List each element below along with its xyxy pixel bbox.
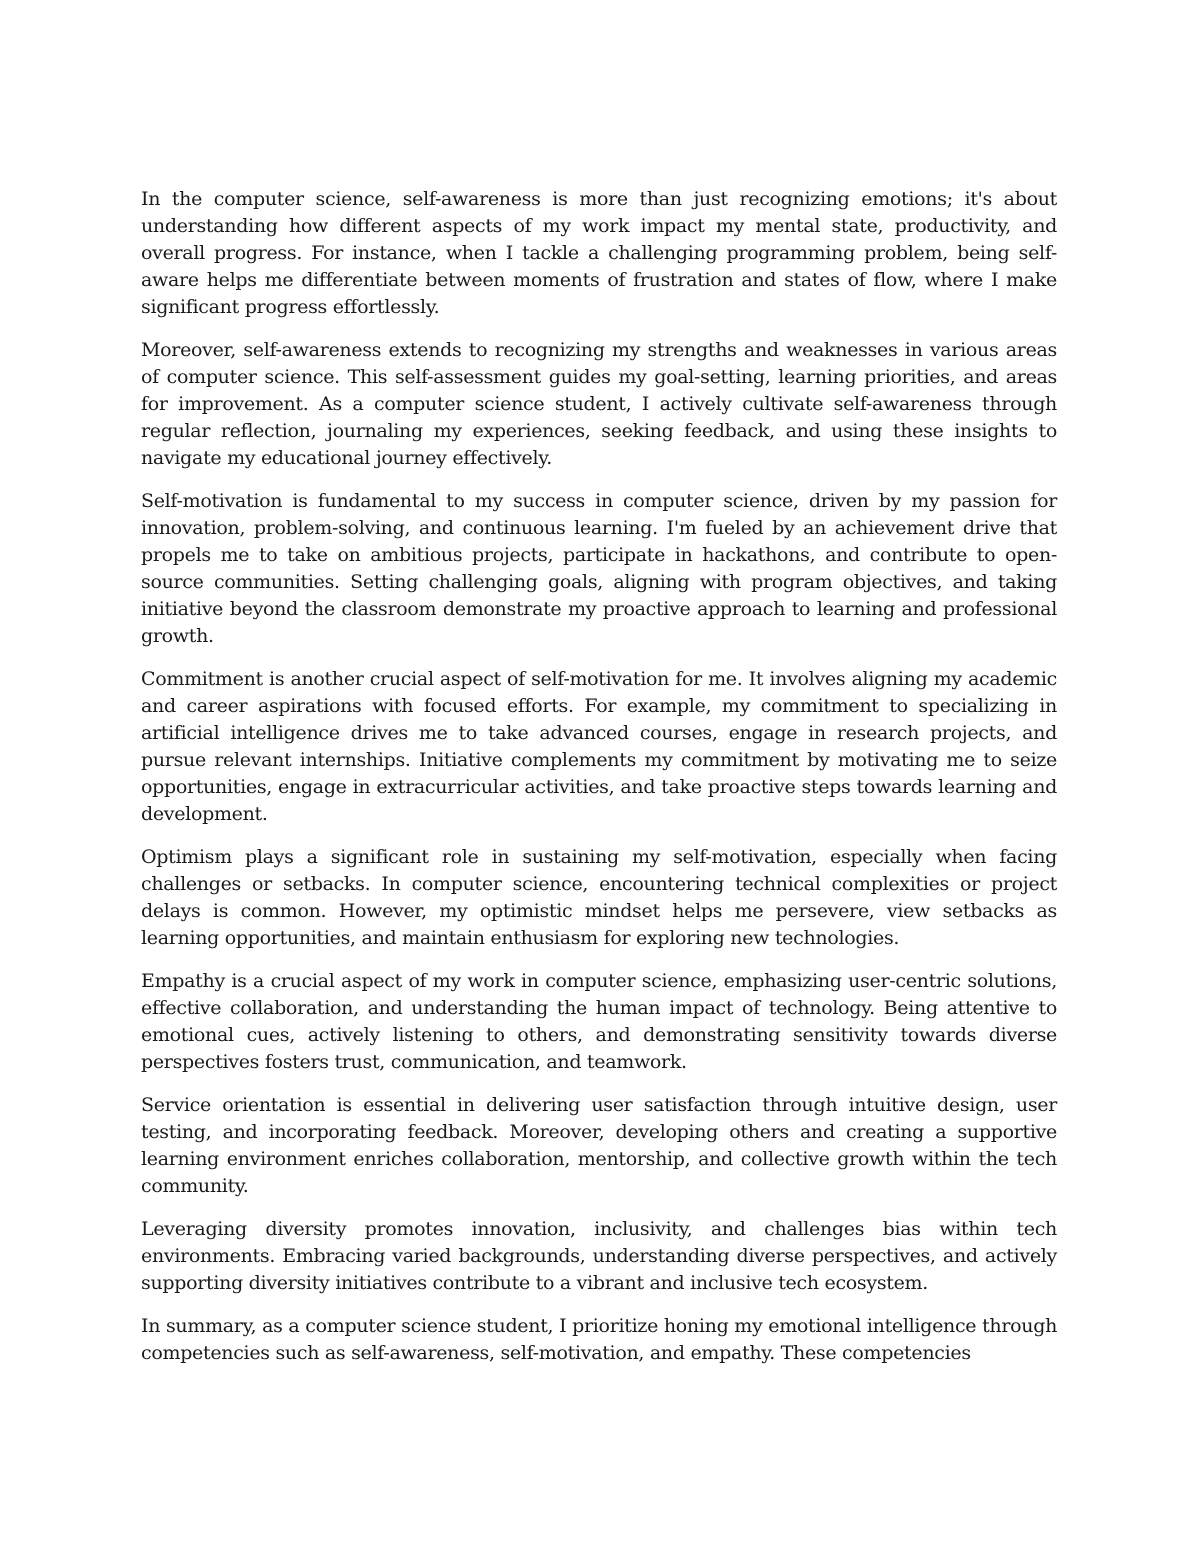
paragraph-service-orientation: Service orientation is essential in delivering user satisfaction through intuitive design, user testing, and incorporating feedback. Moreover, developing others and creating a supportive learning environment enriches collaboration, mentorship, and collective growth within the tech community. [141, 1094, 1057, 1197]
document-body [141, 186, 1057, 1383]
paragraph-empathy: Empathy is a crucial aspect of my work in computer science, emphasizing user-centric solutions, effective collaboration, and understanding the human impact of technology. Being attentive to emotional cues, actively listening to others, and demonstrating sensitivity towards diverse perspectives fosters trust, communication, and teamwork. [141, 970, 1057, 1073]
paragraph-commitment: Commitment is another crucial aspect of self-motivation for me. It involves aligning my academic and career aspirations with focused efforts. For example, my commitment to specializing in artificial intelligence drives me to take advanced courses, engage in research projects, and pursue relevant internships. Initiative complements my commitment by motivating me to seize opportunities, engage in extracurricular activities, and take proactive steps towards learning and development. [141, 668, 1057, 825]
paragraph-summary: In summary, as a computer science student, I prioritize honing my emotional intelligence through competencies such as self-awareness, self-motivation, and empathy. These competencies [141, 1315, 1057, 1364]
paragraph-optimism: Optimism plays a significant role in sustaining my self-motivation, especially when facing challenges or setbacks. In computer science, encountering technical complexities or project delays is common. However, my optimistic mindset helps me persevere, view setbacks as learning opportunities, and maintain enthusiasm for exploring new technologies. [141, 846, 1057, 949]
paragraph-self-motivation: Self-motivation is fundamental to my success in computer science, driven by my passion for innovation, problem-solving, and continuous learning. I'm fueled by an achievement drive that propels me to take on ambitious projects, participate in hackathons, and contribute to open-source communities. Setting challenging goals, aligning with program objectives, and taking initiative beyond the classroom demonstrate my proactive approach to learning and professional growth. [141, 490, 1057, 647]
paragraph-diversity: Leveraging diversity promotes innovation, inclusivity, and challenges bias within tech environments. Embracing varied backgrounds, understanding diverse perspectives, and actively supporting diversity initiatives contribute to a vibrant and inclusive tech ecosystem. [141, 1218, 1057, 1294]
paragraph-strengths-weaknesses: Moreover, self-awareness extends to recognizing my strengths and weaknesses in various areas of computer science. This self-assessment guides my goal-setting, learning priorities, and areas for improvement. As a computer science student, I actively cultivate self-awareness through regular reflection, journaling my experiences, seeking feedback, and using these insights to navigate my educational journey effectively. [141, 339, 1057, 469]
paragraph-self-awareness: In the computer science, self-awareness is more than just recognizing emotions; it's about understanding how different aspects of my work impact my mental state, productivity, and overall progress. For instance, when I tackle a challenging programming problem, being self-aware helps me differentiate between moments of frustration and states of flow, where I make significant progress effortlessly. [141, 188, 1057, 318]
